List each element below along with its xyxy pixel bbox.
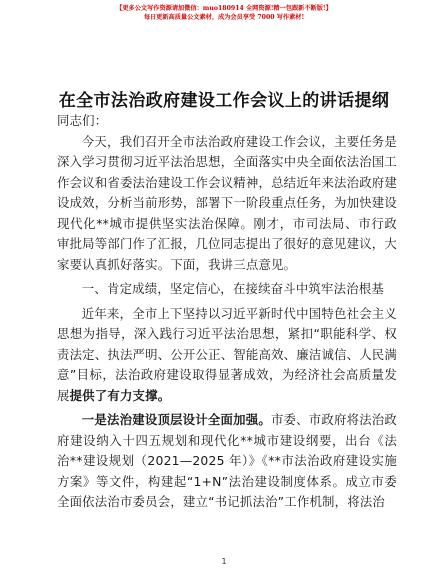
section-heading-1: 一、肯定成绩，坚定信心，在接续奋斗中筑牢法治根基 [81,281,384,296]
promo-banner [0,4,448,22]
paragraph-top-level-design [57,410,397,513]
paragraph-top-level-text-a: 市委、市政府将法治政府建设纳入十四五规划和现代化**城市建设纲要，出台《法治**建设规划（2021—2025 年）》《**市法治政府建设实施方案》等文件，构建起“1+N”法治建设制度体系。 [57,412,398,489]
promo-line-2: 每日更新高质量公文素材，成为会员享受 7000 写作素材! [143,14,305,21]
paragraph-intro: 今天，我们召开全市法治政府建设工作会议，主要任务是深入学习贯彻习近平法治思想，全面落实中央全面依法治国工作会议和省委法治建设工作会议精神，总结近年来法治政府建设成效，分析当前形势，部署下一阶段重点任务，为加快建设现代化**城市提供坚实法治保障。刚才，市司法局、市行政审批局等部门作了汇报，几位同志提出了很好的意见建议，大家要认真抓好落实。下面，我讲三点意见。 [57,133,397,272]
salutation: 同志们： [57,113,108,128]
paragraph-lead: 一是法治建设顶层设计全面加强。 [81,412,271,427]
document-title: 在全市法治政府建设工作会议上的讲话提纲 [58,91,390,111]
paragraph-top-level-text-b: 成立市委全面依法治市委员会，建立“书记抓法治”工作机制，将法治 [57,473,397,509]
paragraph-achievements-text: 近年来，全市上下坚持以习近平新时代中国特色社会主义思想为指导，深入践行习近平法治思想，紧扣“职能科学、权责法定、执法严明、公开公正、智能高效、廉洁诚信、人民满意”目标，法治政府建设取得显著成效，为经济社会高质量发展 [57,305,397,403]
promo-line-1: 【更多公文写作资源请加微信：muo180914 全网资源!精一包跟新不断版!】 [116,5,332,12]
document-body [57,111,397,513]
paragraph-achievements-bold: 提供了有力支撑。 [69,387,171,403]
page-number: 1 [221,557,227,566]
paragraph-achievements [57,304,397,407]
